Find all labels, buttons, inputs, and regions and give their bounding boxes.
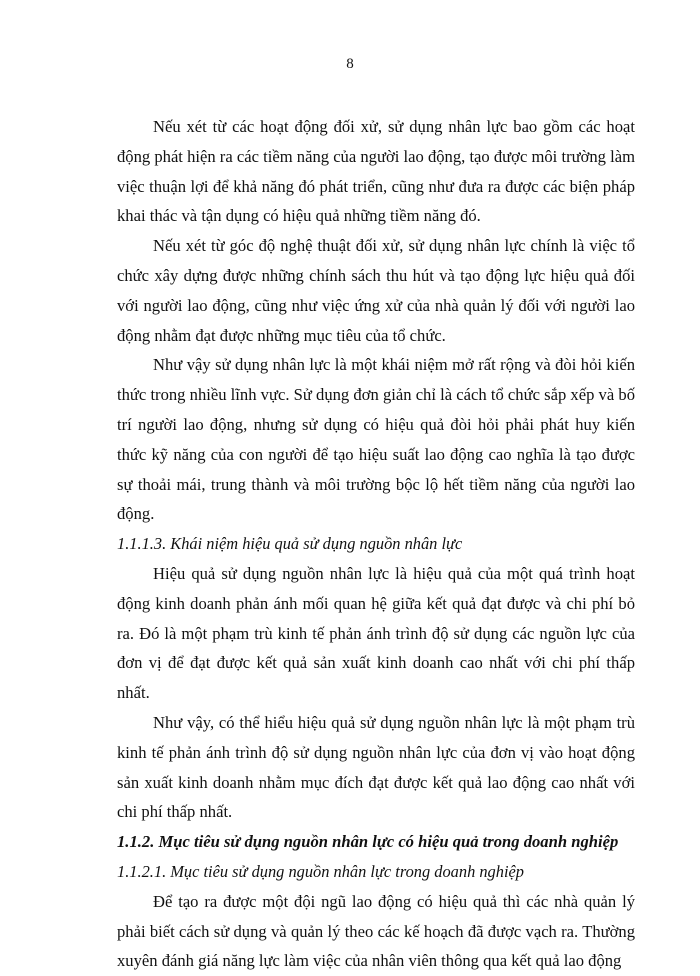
- section-heading-1-1-2: 1.1.2. Mục tiêu sử dụng nguồn nhân lực có hiệu quả trong doanh nghiệp: [117, 832, 619, 852]
- section-heading-1-1-2-1: 1.1.2.1. Mục tiêu sử dụng nguồn nhân lực trong doanh nghiệp: [117, 861, 524, 881]
- paragraph: Như vậy, có thể hiểu hiệu quả sử dụng nguồn nhân lực là một phạm trù kinh tế phản ánh trình độ sử dụng nguồn nhân lực của đơn vị vào hoạt động sản xuất kinh doanh nhằm mục đích đạt được kết quả lao động cao nhất với chi phí thấp nhất.: [117, 712, 635, 822]
- section-heading-1-1-1-3: 1.1.1.3. Khái niệm hiệu quả sử dụng nguồn nhân lực: [117, 534, 463, 554]
- paragraph: Như vậy sử dụng nhân lực là một khái niệm mở rất rộng và đòi hỏi kiến thức trong nhiều lĩnh vực. Sử dụng đơn giản chỉ là cách tổ chức sắp xếp và bố trí người lao động, nhưng sử dụng có hiệu quả đòi hỏi phải phát huy kiến thức kỹ năng của con người để tạo hiệu suất lao động cao nghĩa là tạo được sự thoải mái, trung thành và môi trường bộc lộ hết tiềm năng của người lao động.: [117, 355, 635, 524]
- paragraph: Để tạo ra được một đội ngũ lao động có hiệu quả thì các nhà quản lý phải biết cách sử dụng và quản lý theo các kế hoạch đã được vạch ra. Thường xuyên đánh giá năng lực làm việc của nhân viên thông qua kết quả lao động: [117, 891, 635, 971]
- paragraph: Hiệu quả sử dụng nguồn nhân lực là hiệu quả của một quá trình hoạt động kinh doanh phản ánh mối quan hệ giữa kết quả đạt được và chi phí bỏ ra. Đó là một phạm trù kinh tế phản ánh trình độ sử dụng các nguồn lực của đơn vị để đạt được kết quả sản xuất kinh doanh cao nhất với chi phí thấp nhất.: [117, 563, 635, 703]
- paragraph: Nếu xét từ góc độ nghệ thuật đối xử, sử dụng nhân lực chính là việc tổ chức xây dựng được những chính sách thu hút và tạo động lực hiệu quả đối với người lao động, cũng như việc ứng xử của nhà quản lý đối với người lao động nhằm đạt được những mục tiêu của tổ chức.: [117, 236, 635, 345]
- paragraph: Nếu xét từ các hoạt động đối xử, sử dụng nhân lực bao gồm các hoạt động phát hiện ra các tiềm năng của người lao động, tạo được môi trường làm việc thuận lợi để khả năng đó phát triển, cũng như đưa ra được các biện pháp khai thác và tận dụng có hiệu quả những tiềm năng đó.: [117, 117, 635, 226]
- page-number: 8: [346, 56, 354, 72]
- document-body: [117, 112, 635, 976]
